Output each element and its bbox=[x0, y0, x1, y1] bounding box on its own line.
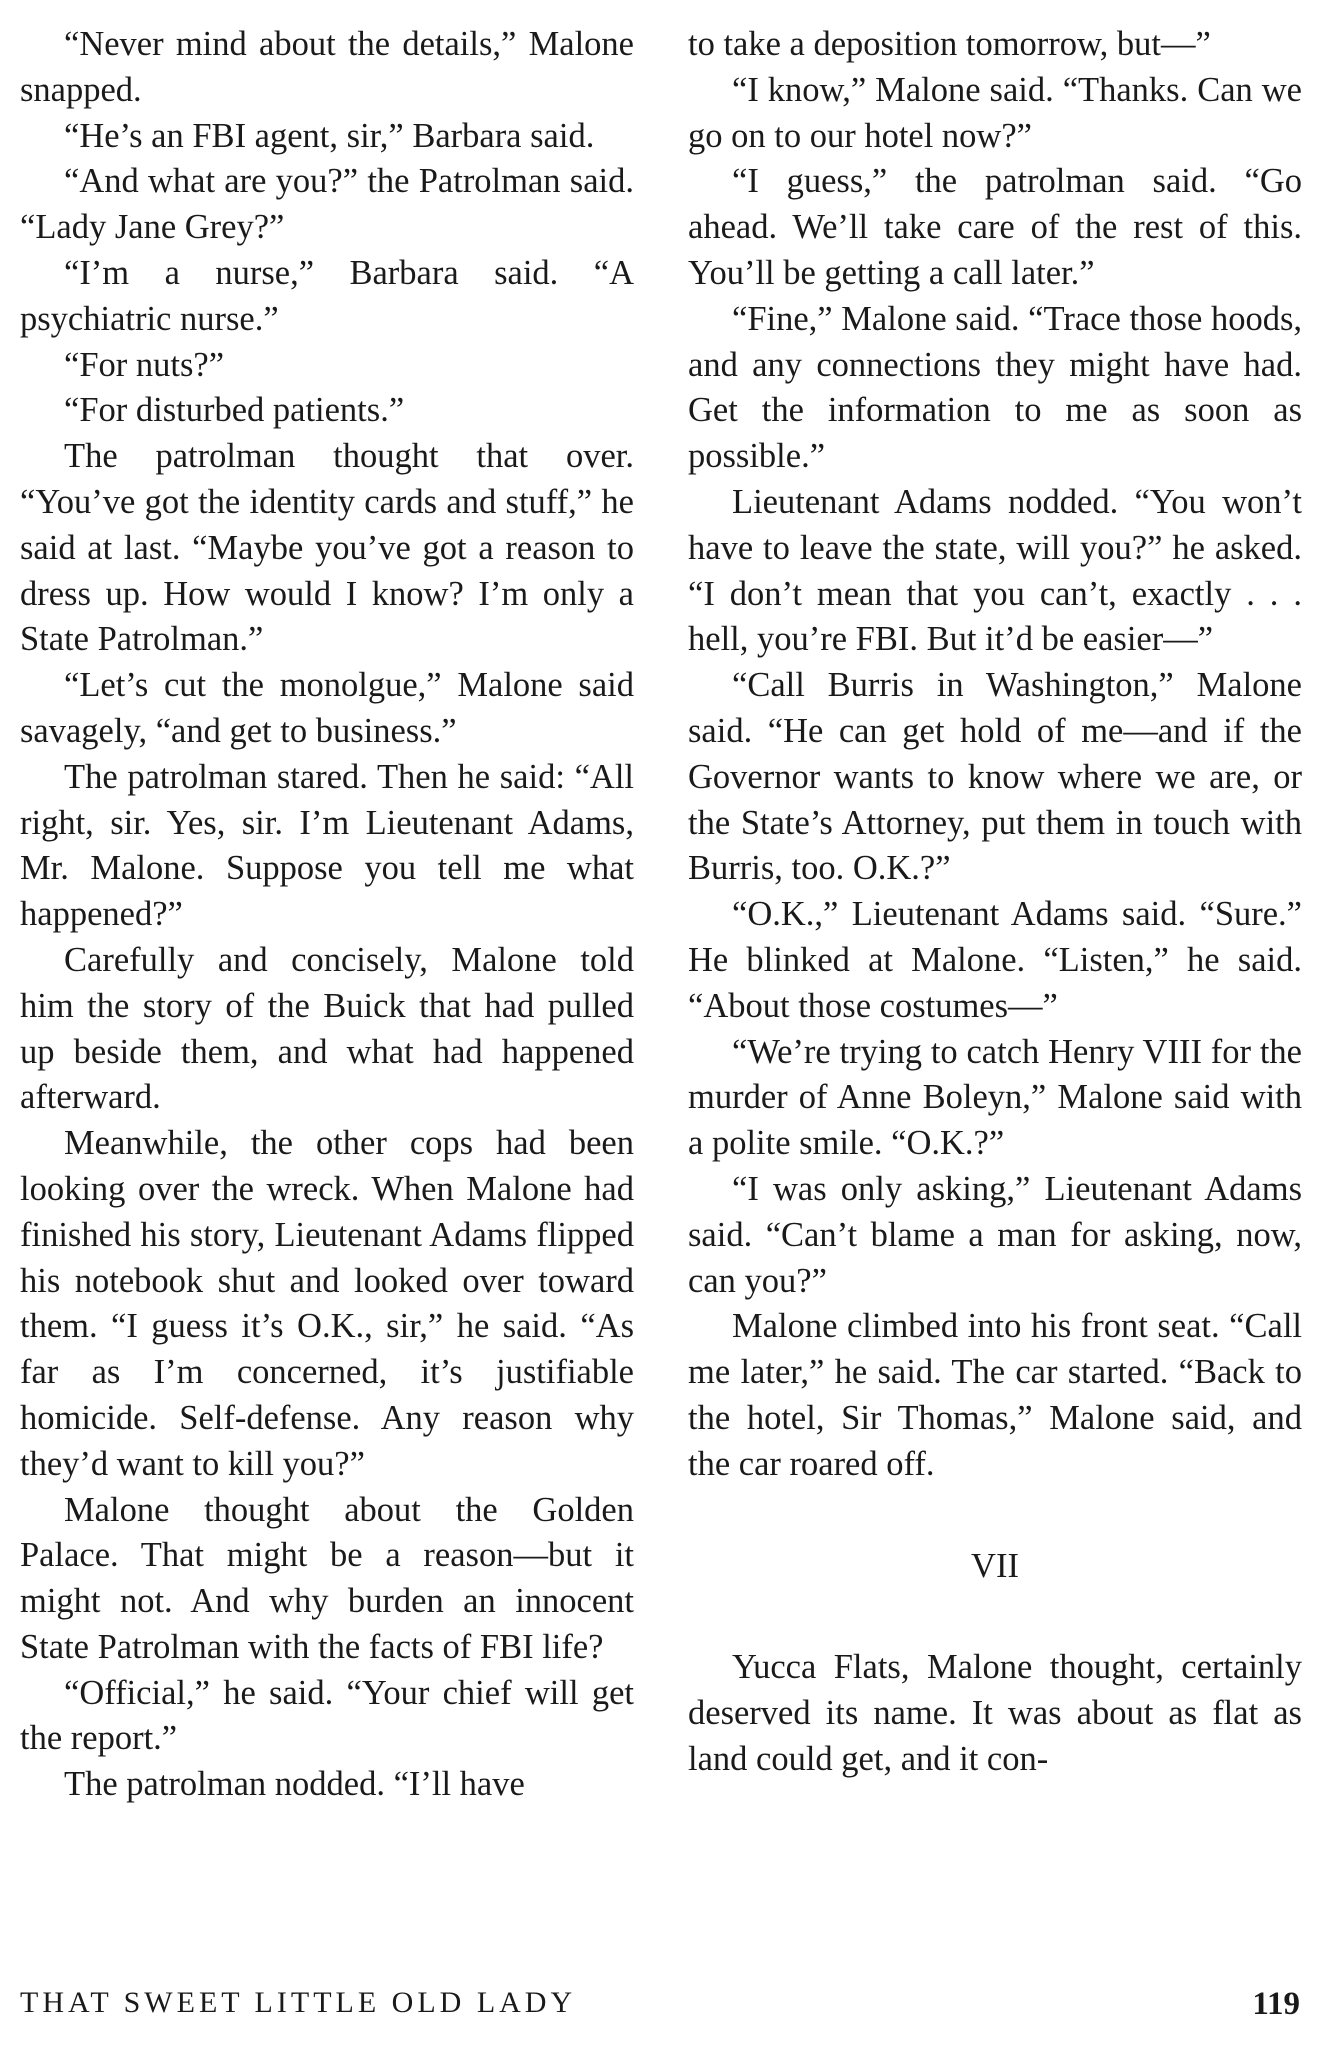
paragraph: Yucca Flats, Malone thought, certainly deserved its name. It was about as flat as land could get, and it con- bbox=[688, 1648, 1302, 1778]
left-column bbox=[20, 22, 634, 1808]
running-head: THAT SWEET LITTLE OLD LADY bbox=[20, 1986, 577, 2019]
paragraph: “I was only asking,” Lieutenant Adams said. “Can’t blame a man for asking, now, can you?” bbox=[688, 1169, 1302, 1300]
paragraph: “Fine,” Malone said. “Trace those hoods, and any connections they might have had. Get the information to me as soon as possible.” bbox=[688, 299, 1302, 476]
paragraph: Meanwhile, the other cops had been looking over the wreck. When Malone had finished his story, Lieutenant Adams flipped his notebook shut and looked over toward them. “I guess it’s O.K., sir,” he said. “As far as I’m concerned, it’s justifiable homicide. Self-defense. Any reason why they’d want to kill you?” bbox=[20, 1124, 634, 1483]
paragraph: “Let’s cut the monolgue,” Malone said savagely, “and get to business.” bbox=[20, 666, 634, 750]
paragraph: “For nuts?” bbox=[64, 345, 225, 384]
paragraph: Malone thought about the Golden Palace. That might be a reason—but it might not. And why burden an innocent State Patrolman with the facts of FBI life? bbox=[20, 1490, 634, 1666]
chapter-heading: VII bbox=[971, 1546, 1019, 1585]
paragraph: “Official,” he said. “Your chief will get the report.” bbox=[20, 1673, 634, 1758]
chapter-opening-paragraphs bbox=[688, 1645, 1302, 1782]
paragraph: The patrolman thought that over. “You’ve got the identity cards and stuff,” he said at last. “Maybe you’ve got a reason to dress up. How would I know? I’m only a State Patrolman.” bbox=[20, 437, 634, 659]
paragraph: Carefully and concisely, Malone told him the story of the Buick that had pulled up beside them, and what had happened afterward. bbox=[20, 940, 634, 1117]
paragraph: “O.K.,” Lieutenant Adams said. “Sure.” He blinked at Malone. “Listen,” he said. “About those costumes—” bbox=[688, 895, 1302, 1025]
paragraph: “We’re trying to catch Henry VIII for the murder of Anne Boleyn,” Malone said with a polite smile. “O.K.?” bbox=[688, 1032, 1302, 1163]
paragraph: “I’m a nurse,” Barbara said. “A psychiatric nurse.” bbox=[20, 253, 634, 338]
paragraph: “He’s an FBI agent, sir,” Barbara said. bbox=[64, 116, 595, 155]
paragraph: to take a deposition tomorrow, but—” bbox=[688, 25, 1211, 63]
right-column bbox=[688, 22, 1302, 1783]
paragraph: “Call Burris in Washington,” Malone said. “He can get hold of me—and if the Governor wants to know where we are, or the State’s Attorney, put them in touch with Burris, too. O.K.?” bbox=[688, 666, 1302, 888]
right-column-paragraphs bbox=[688, 22, 1302, 1488]
paragraph: Malone climbed into his front seat. “Call me later,” he said. The car started. “Back to the hotel, Sir Thomas,” Malone said, and the car roared off. bbox=[688, 1307, 1302, 1483]
paragraph: “I guess,” the patrolman said. “Go ahead. We’ll take care of the rest of this. You’ll be getting a call later.” bbox=[688, 162, 1302, 292]
paragraph: “And what are you?” the Patrolman said. “Lady Jane Grey?” bbox=[20, 162, 634, 247]
page-number: 119 bbox=[1252, 1986, 1300, 2022]
paragraph: The patrolman nodded. “I’ll have bbox=[64, 1765, 525, 1804]
paragraph: Lieutenant Adams nodded. “You won’t have to leave the state, will you?” he asked. “I don’t mean that you can’t, exactly . . . hell, you’re FBI. But it’d be easier—” bbox=[688, 482, 1302, 659]
paragraph: The patrolman stared. Then he said: “All right, sir. Yes, sir. I’m Lieutenant Adams, Mr. Malone. Suppose you tell me what happened?” bbox=[20, 757, 634, 934]
page-footer bbox=[20, 1986, 1300, 2032]
paragraph: “For disturbed patients.” bbox=[64, 391, 405, 430]
paragraph: “I know,” Malone said. “Thanks. Can we go on to our hotel now?” bbox=[688, 70, 1302, 155]
paragraph: “Never mind about the details,” Malone snapped. bbox=[20, 25, 634, 109]
